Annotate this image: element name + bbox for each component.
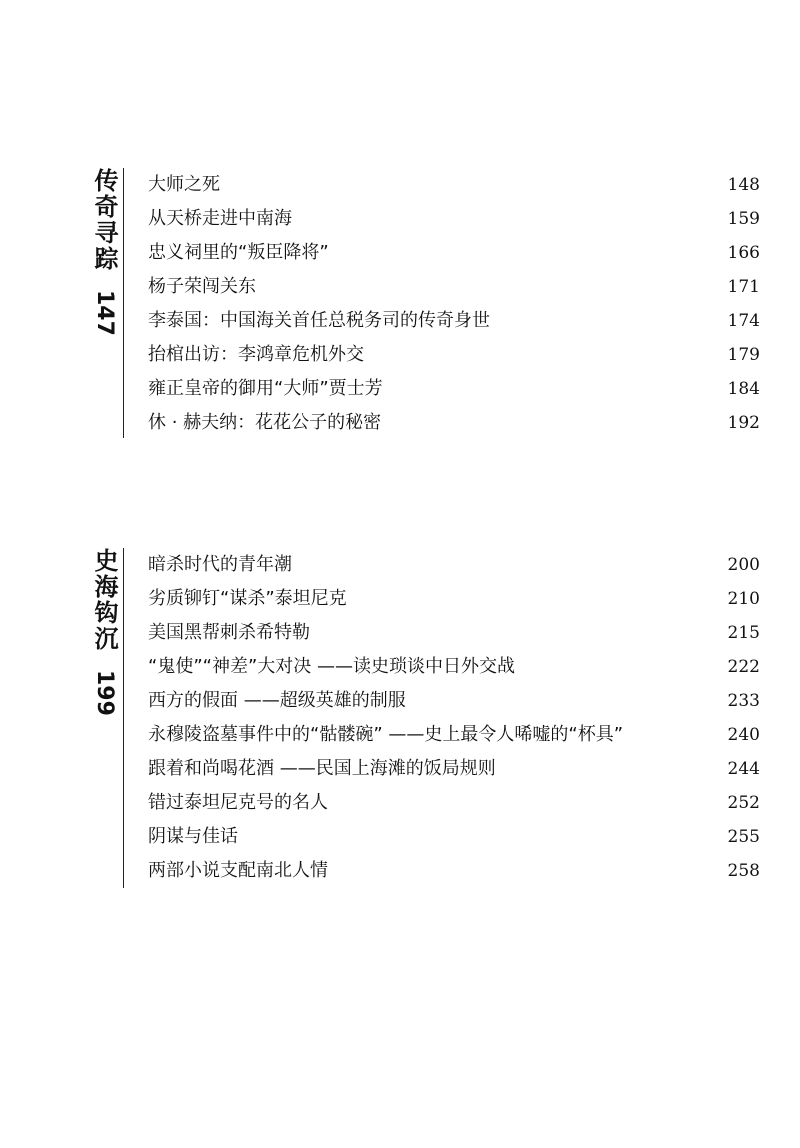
toc-entry-title: 劣质铆钉“谋杀”泰坦尼克 [148, 588, 347, 609]
toc-entry[interactable] [148, 406, 760, 440]
toc-entry-page: 255 [727, 827, 760, 847]
toc-entry-title: 暗杀时代的青年潮 [148, 554, 292, 575]
toc-entry-title: 永穆陵盗墓事件中的“骷髅碗” ——史上最令人唏嘘的“杯具” [148, 724, 624, 745]
toc-entry-page: 244 [727, 759, 760, 779]
toc-entry-page: 171 [727, 277, 760, 297]
toc-entry-list [148, 548, 760, 888]
toc-entry[interactable] [148, 202, 760, 236]
toc-entry-title: 跟着和尚喝花酒 ——民国上海滩的饭局规则 [148, 758, 496, 779]
toc-entry[interactable] [148, 616, 760, 650]
toc-entry-title: 杨子荣闯关东 [148, 276, 256, 297]
toc-entry[interactable] [148, 854, 760, 888]
toc-entry-title: 大师之死 [148, 174, 220, 195]
section-title: 史海钩沉 [90, 548, 118, 652]
toc-entry-page: 159 [727, 209, 760, 229]
toc-entry-title: 抬棺出访：李鸿章危机外交 [148, 344, 364, 365]
toc-entry-title: 从天桥走进中南海 [148, 208, 292, 229]
toc-entry-title: 休 · 赫夫纳：花花公子的秘密 [148, 412, 382, 433]
toc-entry-title: 美国黑帮刺杀希特勒 [148, 622, 310, 643]
toc-entry-title: 阴谋与佳话 [148, 826, 238, 847]
toc-entry-page: 200 [727, 555, 760, 575]
toc-entry-page: 233 [727, 691, 760, 711]
toc-entry[interactable] [148, 338, 760, 372]
toc-entry-page: 184 [727, 379, 760, 399]
toc-entry-page: 148 [727, 175, 760, 195]
toc-entry-page: 258 [727, 861, 760, 881]
toc-entry-page: 166 [727, 243, 760, 263]
toc-entry-title: 西方的假面 ——超级英雄的制服 [148, 690, 406, 711]
toc-entry-title: 忠义祠里的“叛臣降将” [148, 242, 329, 263]
toc-entry[interactable] [148, 820, 760, 854]
toc-entry[interactable] [148, 650, 760, 684]
toc-entry-title: 两部小说支配南北人情 [148, 860, 328, 881]
toc-entry-title: 错过泰坦尼克号的名人 [148, 792, 328, 813]
toc-entry[interactable] [148, 582, 760, 616]
toc-entry-page: 174 [727, 311, 760, 331]
toc-entry-page: 192 [727, 413, 760, 433]
section-divider [123, 168, 124, 438]
toc-entry-page: 252 [727, 793, 760, 813]
section-divider [123, 548, 124, 888]
toc-entry-page: 222 [727, 657, 760, 677]
toc-entry[interactable] [148, 304, 760, 338]
toc-entry[interactable] [148, 718, 760, 752]
section-side-label [90, 548, 118, 716]
toc-entry-list [148, 168, 760, 440]
section-page-number: 199 [92, 670, 117, 716]
toc-entry[interactable] [148, 786, 760, 820]
toc-entry-title: 李泰国：中国海关首任总税务司的传奇身世 [148, 310, 490, 331]
toc-entry[interactable] [148, 752, 760, 786]
toc-entry-title: 雍正皇帝的御用“大师”贾士芳 [148, 378, 383, 399]
toc-entry-page: 240 [727, 725, 760, 745]
toc-entry-title: “鬼使”“神差”大对决 ——读史琐谈中日外交战 [148, 656, 516, 677]
toc-entry[interactable] [148, 372, 760, 406]
toc-entry[interactable] [148, 684, 760, 718]
toc-entry[interactable] [148, 270, 760, 304]
toc-entry[interactable] [148, 236, 760, 270]
toc-entry[interactable] [148, 168, 760, 202]
section-page-number: 147 [92, 290, 117, 336]
section-side-label [90, 168, 118, 336]
toc-entry-page: 215 [727, 623, 760, 643]
toc-entry-page: 179 [727, 345, 760, 365]
toc-entry-page: 210 [727, 589, 760, 609]
section-title: 传奇寻踪 [90, 168, 118, 272]
toc-entry[interactable] [148, 548, 760, 582]
